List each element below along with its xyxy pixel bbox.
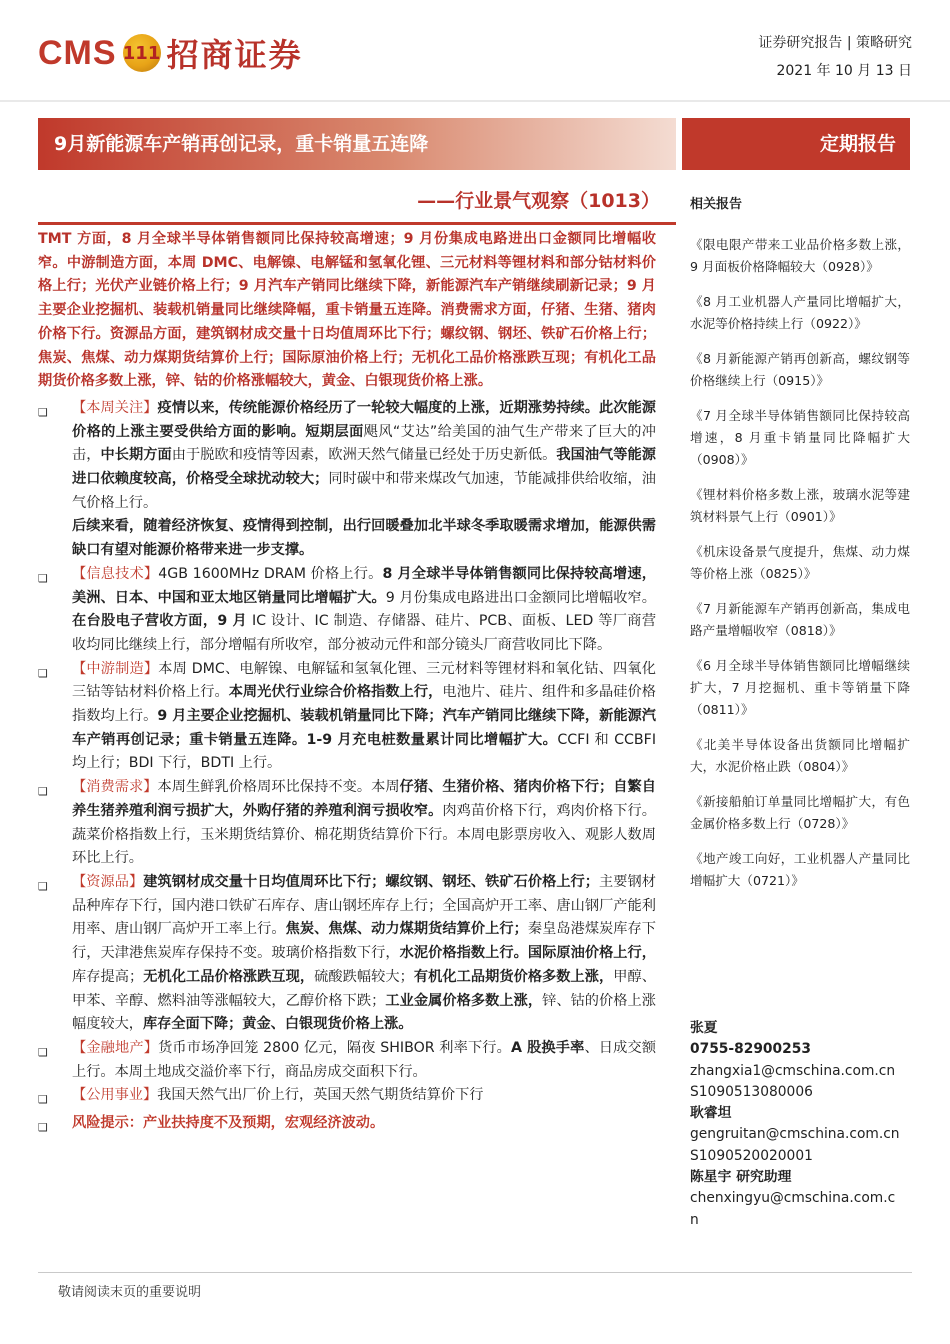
report-date: 2021 年 10 月 13 日 bbox=[776, 63, 912, 79]
section-utilities bbox=[38, 1084, 656, 1112]
analyst-name: 张夏 bbox=[690, 1020, 718, 1036]
related-report-link[interactable]: 《6 月全球半导体销售额同比增幅继续扩大，7 月挖掘机、重卡等销量下降（0811）》 bbox=[690, 658, 910, 717]
section-risk-warning bbox=[38, 1112, 656, 1140]
analyst-email[interactable]: chenxingyu@cmschina.com.cn bbox=[690, 1190, 896, 1228]
checkbox-bullet-icon: ❑ bbox=[38, 879, 48, 893]
section-text bbox=[72, 563, 656, 658]
text-bold: 8 月全球半导体销售额同比保持较高增速，美洲、日本、中国和亚太地区销量同比增幅扩大。 bbox=[72, 565, 656, 606]
text-bold: 中长期方面 bbox=[100, 447, 172, 464]
text: 本周生鲜乳价格周环比保持不变。本周 bbox=[157, 779, 400, 796]
related-reports-heading: 相关报告 bbox=[690, 197, 743, 212]
text: 、日成交额上行。本周土地成交溢价率下行，商品房成交面积下行。 bbox=[72, 1039, 657, 1080]
text: 本周 DMC、电解镍、电解锰和氢氧化锂、三元材料等锂材料和氧化钴、四氧化三钴等钴材料价格上行。 bbox=[72, 660, 656, 701]
text-bold: 疫情以来，传统能源价格经历了一轮较大幅度的上涨，近期涨势持续。此次能源价格的上涨主要受供给方面的影响。短期层面 bbox=[72, 399, 656, 440]
text: 主要钢材品种库存下行，国内港口铁矿石库存、唐山钢坯库存上行；全国高炉开工率、唐山钢厂产能利用率、唐山钢厂高炉开工率上行。 bbox=[72, 873, 656, 938]
title-underline bbox=[38, 222, 676, 225]
checkbox-bullet-icon: ❑ bbox=[38, 571, 48, 585]
text-bold: 无机化工品价格涨跌互现， bbox=[143, 968, 315, 985]
section-tag: 【资源品】 bbox=[72, 873, 144, 890]
section-weekly-focus bbox=[38, 397, 656, 563]
section-text bbox=[72, 871, 656, 1037]
related-report-link[interactable]: 《8 月工业机器人产量同比增幅扩大，水泥等价格持续上行（0922）》 bbox=[690, 294, 910, 331]
section-text bbox=[72, 1112, 656, 1140]
report-subtitle: ——行业景气观察（1013） bbox=[417, 190, 660, 212]
checkbox-bullet-icon: ❑ bbox=[38, 405, 48, 419]
analyst-license-id: S1090513080006 bbox=[690, 1083, 813, 1100]
text-bold: 在台股电子营收方面，9 月 bbox=[72, 613, 248, 630]
text: 硫酸跌幅较大； bbox=[314, 968, 414, 985]
text: IC 设计、IC 制造、存储器、硅片、PCB、面板、LED 等厂商营收均同比继续上行，部分增幅有所收窄，部分被动元件和部分镜头厂商营收同比下降。 bbox=[72, 613, 657, 653]
text: 锌、钴的价格上涨幅度较大， bbox=[72, 992, 656, 1033]
section-tag: 【本周关注】 bbox=[72, 399, 158, 416]
text-bold: 工业金属价格多数上涨， bbox=[385, 992, 543, 1009]
text: 4GB 1600MHz DRAM 价格上行。 bbox=[158, 565, 383, 582]
risk-warning-text: 风险提示：产业扶持度不及预期，宏观经济波动。 bbox=[72, 1115, 385, 1132]
text-bold: 建筑钢材成交量十日均值周环比下行；螺纹钢、钢坯、铁矿石价格上行； bbox=[143, 873, 599, 890]
related-reports-sidebar bbox=[690, 194, 910, 905]
checkbox-bullet-icon: ❑ bbox=[38, 666, 48, 680]
section-midstream-manufacturing bbox=[38, 658, 656, 777]
section-text bbox=[72, 1037, 656, 1084]
checkbox-bullet-icon: ❑ bbox=[38, 1045, 48, 1059]
text: 货币市场净回笼 2800 亿元，隔夜 SHIBOR 利率下行。 bbox=[158, 1039, 511, 1056]
section-text bbox=[72, 1084, 656, 1112]
section-finance-real-estate bbox=[38, 1037, 656, 1084]
analyst-name: 耿睿坦 bbox=[690, 1105, 732, 1122]
report-type-badge: 定期报告 bbox=[682, 118, 910, 170]
report-category: 证券研究报告 | 策略研究 bbox=[758, 35, 912, 51]
company-logo bbox=[38, 30, 303, 76]
text: 肉鸡苗价格下行，鸡肉价格下行。蔬菜价格指数上行，玉米期货结算价、棉花期货结算价下行。本周电影票房收入、观影人数周环比上行。 bbox=[72, 802, 656, 867]
text: 秦皇岛港煤炭库存下行，天津港焦炭库存保持不变。玻璃价格指数下行， bbox=[72, 921, 656, 962]
logo-emblem-icon: 111 bbox=[123, 34, 161, 72]
text: 我国天然气出厂价上行，英国天然气期货结算价下行 bbox=[157, 1087, 484, 1104]
related-report-link[interactable]: 《7 月新能源车产销再创新高，集成电路产量增幅收窄（0818）》 bbox=[690, 601, 910, 638]
checkbox-bullet-icon: ❑ bbox=[38, 1093, 48, 1107]
related-report-link[interactable]: 《北美半导体设备出货额同比增幅扩大，水泥价格止跌（0804）》 bbox=[690, 737, 910, 774]
related-report-link[interactable]: 《机床设备景气度提升，焦煤、动力煤等价格上涨（0825）》 bbox=[690, 544, 910, 581]
related-report-link[interactable]: 《锂材料价格多数上涨，玻璃水泥等建筑材料景气上行（0901）》 bbox=[690, 487, 910, 524]
header-meta bbox=[758, 32, 912, 80]
text-bold: 有机化工品期货价格多数上涨， bbox=[413, 968, 614, 985]
section-tag: 【中游制造】 bbox=[72, 660, 159, 677]
related-report-link[interactable]: 《限电限产带来工业品价格多数上涨，9 月面板价格降幅较大（0928）》 bbox=[690, 237, 910, 274]
analyst-email[interactable]: gengruitan@cmschina.com.cn bbox=[690, 1126, 900, 1143]
analyst-name: 陈星宇 研究助理 bbox=[690, 1169, 792, 1186]
footer-divider bbox=[38, 1272, 912, 1273]
analyst-contacts bbox=[690, 1018, 900, 1231]
page-header bbox=[0, 0, 950, 100]
text-bold: 库存全面下降；黄金、白银现货价格上涨。 bbox=[142, 1016, 413, 1033]
text-bold: 焦炭、焦煤、动力煤期货结算价上行； bbox=[285, 921, 528, 938]
analyst-license-id: S1090520020001 bbox=[690, 1147, 813, 1164]
text: 库存提高； bbox=[72, 968, 144, 985]
text-bold: 9 月主要企业挖掘机、装载机销量同比下降；汽车产销同比继续下降，新能源汽车产销再创记录；重卡销量五连降。1-9 月充电桩数量累计同比增幅扩大。 bbox=[72, 708, 656, 748]
related-report-link[interactable]: 《地产竣工向好，工业机器人产量同比增幅扩大（0721）》 bbox=[690, 851, 910, 888]
text-bold: 后续来看，随着经济恢复、疫情得到控制，出行回暖叠加北半球冬季取暖需求增加，能源供需缺口有望对能源价格带来进一步支撑。 bbox=[72, 518, 656, 559]
text: 甲醇、甲苯、辛醇、燃料油等涨幅较大，乙醇价格下跌； bbox=[72, 968, 656, 1009]
analyst-email[interactable]: zhangxia1@cmschina.com.cn bbox=[690, 1062, 896, 1079]
text-bold: 我国油气等能源进口依赖度较高，价格受全球扰动较大； bbox=[72, 447, 656, 488]
summary-paragraph: TMT 方面，8 月全球半导体销售额同比保持较高增速；9 月份集成电路进出口金额同比增幅收窄。中游制造方面，本周 DMC、电解镍、电解锰和氢氧化锂、三元材料等锂材料和部分钴材料价格上行；光伏产业链价格上行；9 月汽车产销同比继续下降，新能源汽车产销继续刷新记录；9 月主要企业挖掘机、装载机销量同比继续降幅，重卡销量五连降。消费需求方面，仔猪、生猪、猪肉价格下行。资源品方面，建筑钢材成交量十日均值周环比下行；螺纹钢、钢坯、铁矿石价格上行；焦炭、焦煤、动力煤期货结算价上行；国际原油价格上行；无机化工品价格涨跌互现；有机化工品期货价格多数上涨，锌、钴的价格涨幅较大，黄金、白银现货价格上涨。 bbox=[38, 231, 656, 390]
text-bold: 本周光伏行业综合价格指数上行， bbox=[228, 684, 443, 701]
section-text bbox=[72, 658, 656, 777]
analyst-phone: 0755-82900253 bbox=[690, 1041, 811, 1058]
section-consumer-demand bbox=[38, 776, 656, 871]
text: 9 月份集成电路进出口金额同比增幅收窄。 bbox=[385, 589, 656, 606]
section-tag: 【公用事业】 bbox=[72, 1087, 158, 1104]
section-resources bbox=[38, 871, 656, 1037]
section-text bbox=[72, 776, 656, 871]
related-report-link[interactable]: 《7 月全球半导体销售额同比保持较高增速，8 月重卡销量同比降幅扩大（0908）》 bbox=[690, 408, 910, 467]
header-divider bbox=[0, 100, 950, 102]
text: 由于脱欧和疫情等因素，欧洲天然气储量已经处于历史新低。 bbox=[171, 447, 557, 464]
text: 飓风“艾达”给美国的油气生产带来了巨大的冲击， bbox=[72, 423, 656, 464]
section-tag: 【信息技术】 bbox=[72, 565, 159, 582]
section-information-tech bbox=[38, 563, 656, 658]
footer-note: 敬请阅读末页的重要说明 bbox=[58, 1285, 202, 1300]
section-tag: 【消费需求】 bbox=[72, 779, 158, 796]
text: 电池片、硅片、组件和多晶硅价格指数均上行。 bbox=[72, 684, 656, 725]
checkbox-bullet-icon: ❑ bbox=[38, 785, 48, 799]
text-bold: 仔猪、生猪价格、猪肉价格下行；自繁自养生猪养殖利润亏损扩大，外购仔猪的养殖利润亏损收窄。 bbox=[72, 779, 656, 819]
report-title: 9月新能源车产销再创记录，重卡销量五连降 bbox=[38, 118, 676, 170]
checkbox-bullet-icon: ❑ bbox=[38, 1121, 48, 1135]
text-bold: A 股换手率 bbox=[511, 1039, 585, 1056]
text: CCFI 和 CCBFI 均上行；BDI 下行，BDTI 上行。 bbox=[72, 731, 657, 772]
related-report-link[interactable]: 《8 月新能源产销再创新高，螺纹钢等价格继续上行（0915）》 bbox=[690, 351, 910, 388]
logo-chinese-name: 招商证券 bbox=[166, 36, 303, 74]
main-content bbox=[38, 228, 656, 1140]
related-report-link[interactable]: 《新接船舶订单量同比增幅扩大，有色金属价格多数上行（0728）》 bbox=[690, 794, 910, 831]
logo-cms-text: CMS bbox=[38, 33, 117, 72]
text-bold: 水泥价格指数上行。国际原油价格上行， bbox=[399, 945, 656, 962]
section-text bbox=[72, 397, 656, 563]
section-tag: 【金融地产】 bbox=[72, 1039, 159, 1056]
text: 同时碳中和带来煤改气加速，节能减排供给收缩，油气价格上行。 bbox=[72, 471, 656, 511]
